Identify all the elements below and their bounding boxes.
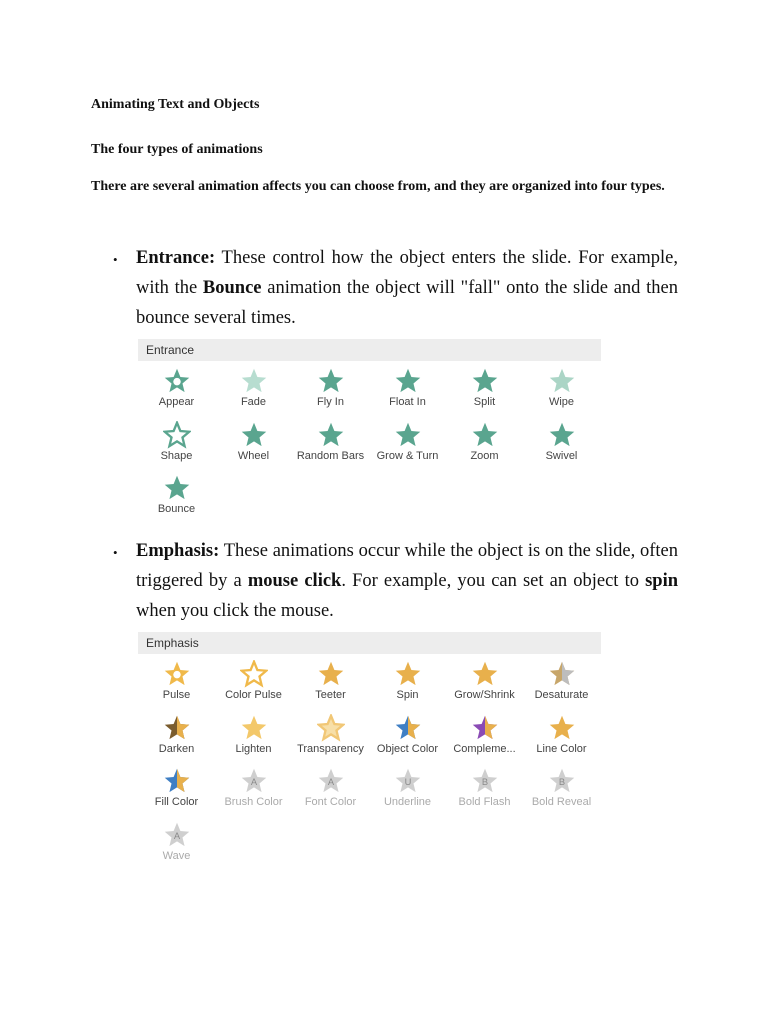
effect-label: Fill Color: [154, 796, 199, 808]
emphasis-bold-spin: spin: [645, 571, 678, 591]
star-letter-icon: [369, 767, 446, 795]
star-zoom-icon: [446, 421, 523, 449]
emphasis-effect-compleme[interactable]: [446, 712, 523, 762]
emphasis-bold-mouse-click: mouse click: [247, 571, 342, 591]
effect-label: Shape: [160, 449, 193, 462]
effect-label: Darken: [158, 742, 195, 755]
entrance-effect-fly-in[interactable]: [292, 365, 369, 415]
star-arrow-up-icon: [369, 367, 446, 395]
effect-label: Swivel: [545, 449, 578, 462]
star-bounce-icon: [138, 474, 215, 502]
emphasis-effect-darken[interactable]: [138, 712, 215, 762]
star-faded-icon: [523, 367, 600, 395]
effect-label: Brush Color: [224, 796, 283, 808]
entrance-gallery-header: Entrance: [138, 339, 601, 361]
emphasis-effect-transparency[interactable]: [292, 712, 369, 762]
star-wheel-icon: [215, 421, 292, 449]
emphasis-text-1: These animations occur while the object is on the slide, often triggered by a: [136, 541, 678, 591]
effect-label: Spin: [396, 689, 419, 701]
entrance-bold-bounce: Bounce: [202, 278, 262, 298]
star-letter-icon: [523, 767, 600, 795]
entrance-effect-fade[interactable]: [215, 365, 292, 415]
star-letter-icon: [215, 767, 292, 795]
emphasis-effect-spin[interactable]: [369, 658, 446, 708]
effect-label: Desaturate: [534, 689, 589, 701]
effect-label: Compleme...: [453, 742, 516, 755]
effect-label: Wheel: [237, 449, 270, 462]
star-swivel-icon: [523, 421, 600, 449]
star-letter-icon: [446, 767, 523, 795]
emphasis-effect-brush-color[interactable]: [215, 765, 292, 815]
effect-label: Bold Reveal: [531, 796, 592, 808]
emphasis-effect-desaturate[interactable]: [523, 658, 600, 708]
emphasis-effect-color-pulse[interactable]: [215, 658, 292, 708]
effect-label: Zoom: [470, 449, 499, 462]
entrance-gallery: [138, 339, 601, 515]
effect-label: Split: [473, 396, 496, 408]
svg-text:U: U: [404, 777, 411, 788]
effect-label: Fade: [240, 396, 267, 408]
star-desaturate-icon: [523, 660, 600, 688]
star-teeter-icon: [292, 660, 369, 688]
effect-label: Appear: [158, 396, 195, 408]
emphasis-effect-fill-color[interactable]: [138, 765, 215, 815]
section-heading: The four types of animations: [91, 142, 263, 157]
svg-text:A: A: [173, 830, 180, 841]
emphasis-effect-object-color[interactable]: [369, 712, 446, 762]
star-letter-icon: [292, 767, 369, 795]
entrance-text-1: These control how the object enters the slide. For example, with the: [136, 248, 678, 298]
entrance-effect-float-in[interactable]: [369, 365, 446, 415]
entrance-effect-zoom[interactable]: [446, 419, 523, 469]
effect-label: Bold Flash: [458, 796, 511, 808]
intro-paragraph: There are several animation affects you can choose from, and they are organized into four types.: [91, 179, 665, 194]
star-outline-icon: [138, 421, 215, 449]
svg-text:B: B: [481, 777, 488, 788]
entrance-effect-shape[interactable]: [138, 419, 215, 469]
effect-label: Wave: [162, 849, 191, 862]
star-split-icon: [446, 367, 523, 395]
star-burst-icon: [138, 367, 215, 395]
svg-text:A: A: [250, 777, 257, 788]
emphasis-effect-font-color[interactable]: [292, 765, 369, 815]
entrance-text-2: animation the object will "fall" onto the slide and then bounce several times.: [136, 278, 678, 328]
star-bars-icon: [292, 421, 369, 449]
entrance-effect-split[interactable]: [446, 365, 523, 415]
entrance-term: Entrance:: [136, 248, 216, 268]
effect-label: Color Pulse: [225, 689, 282, 701]
entrance-effect-wheel[interactable]: [215, 419, 292, 469]
entrance-effect-grow-turn[interactable]: [369, 419, 446, 469]
entrance-effect-wipe[interactable]: [523, 365, 600, 415]
svg-text:A: A: [327, 777, 334, 788]
emphasis-text-3: when you click the mouse.: [136, 601, 334, 621]
emphasis-text-2: . For example, you can set an object to: [341, 571, 646, 591]
emphasis-effect-lighten[interactable]: [215, 712, 292, 762]
effect-label: Grow & Turn: [376, 449, 439, 462]
effect-label: Object Color: [376, 742, 439, 755]
entrance-paragraph: [136, 243, 678, 333]
star-fill-color-icon: [138, 767, 215, 795]
emphasis-effect-teeter[interactable]: [292, 658, 369, 708]
star-faded-icon: [215, 367, 292, 395]
star-spin-icon: [369, 660, 446, 688]
star-complementary-icon: [446, 714, 523, 742]
star-lighten-icon: [215, 714, 292, 742]
effect-label: Grow/Shrink: [454, 689, 515, 701]
svg-text:B: B: [558, 777, 565, 788]
entrance-effect-swivel[interactable]: [523, 419, 600, 469]
star-color-pulse-icon: [215, 660, 292, 688]
star-grow-icon: [369, 421, 446, 449]
effect-label: Bounce: [157, 503, 196, 515]
star-line-color-icon: [523, 714, 600, 742]
effect-label: Wipe: [548, 396, 575, 408]
effect-label: Font Color: [304, 796, 357, 808]
emphasis-effect-bold-reveal[interactable]: [523, 765, 600, 815]
emphasis-effect-line-color[interactable]: [523, 712, 600, 762]
effect-label: Underline: [383, 796, 432, 808]
effect-label: Pulse: [162, 689, 191, 701]
star-object-color-icon: [369, 714, 446, 742]
star-arrow-up-icon: [292, 367, 369, 395]
emphasis-term: Emphasis:: [136, 541, 220, 561]
emphasis-gallery-header: Emphasis: [138, 632, 601, 654]
effect-label: Float In: [389, 396, 426, 408]
document-title: Animating Text and Objects: [91, 97, 260, 112]
star-pulse-icon: [138, 660, 215, 688]
entrance-effect-random-bars[interactable]: [292, 419, 369, 469]
effect-label: Line Color: [536, 742, 587, 755]
emphasis-effect-wave[interactable]: [138, 819, 215, 869]
emphasis-effect-grow-shrink[interactable]: [446, 658, 523, 708]
effect-label: Random Bars: [296, 449, 365, 462]
effect-label: Teeter: [315, 689, 346, 701]
star-letter-icon: [138, 821, 215, 849]
emphasis-effect-pulse[interactable]: [138, 658, 215, 708]
bullet-marker: •: [113, 545, 118, 560]
emphasis-paragraph: [136, 536, 678, 626]
entrance-effect-bounce[interactable]: [138, 472, 215, 522]
effect-label: Lighten: [235, 742, 272, 755]
emphasis-effect-underline[interactable]: [369, 765, 446, 815]
effect-label: Transparency: [297, 742, 364, 755]
star-darken-icon: [138, 714, 215, 742]
effect-label: Fly In: [317, 396, 344, 408]
star-transparency-icon: [292, 714, 369, 742]
emphasis-gallery: [138, 632, 601, 862]
star-grow-shrink-icon: [446, 660, 523, 688]
entrance-effect-appear[interactable]: [138, 365, 215, 415]
emphasis-effect-bold-flash[interactable]: [446, 765, 523, 815]
bullet-marker: •: [113, 252, 118, 267]
